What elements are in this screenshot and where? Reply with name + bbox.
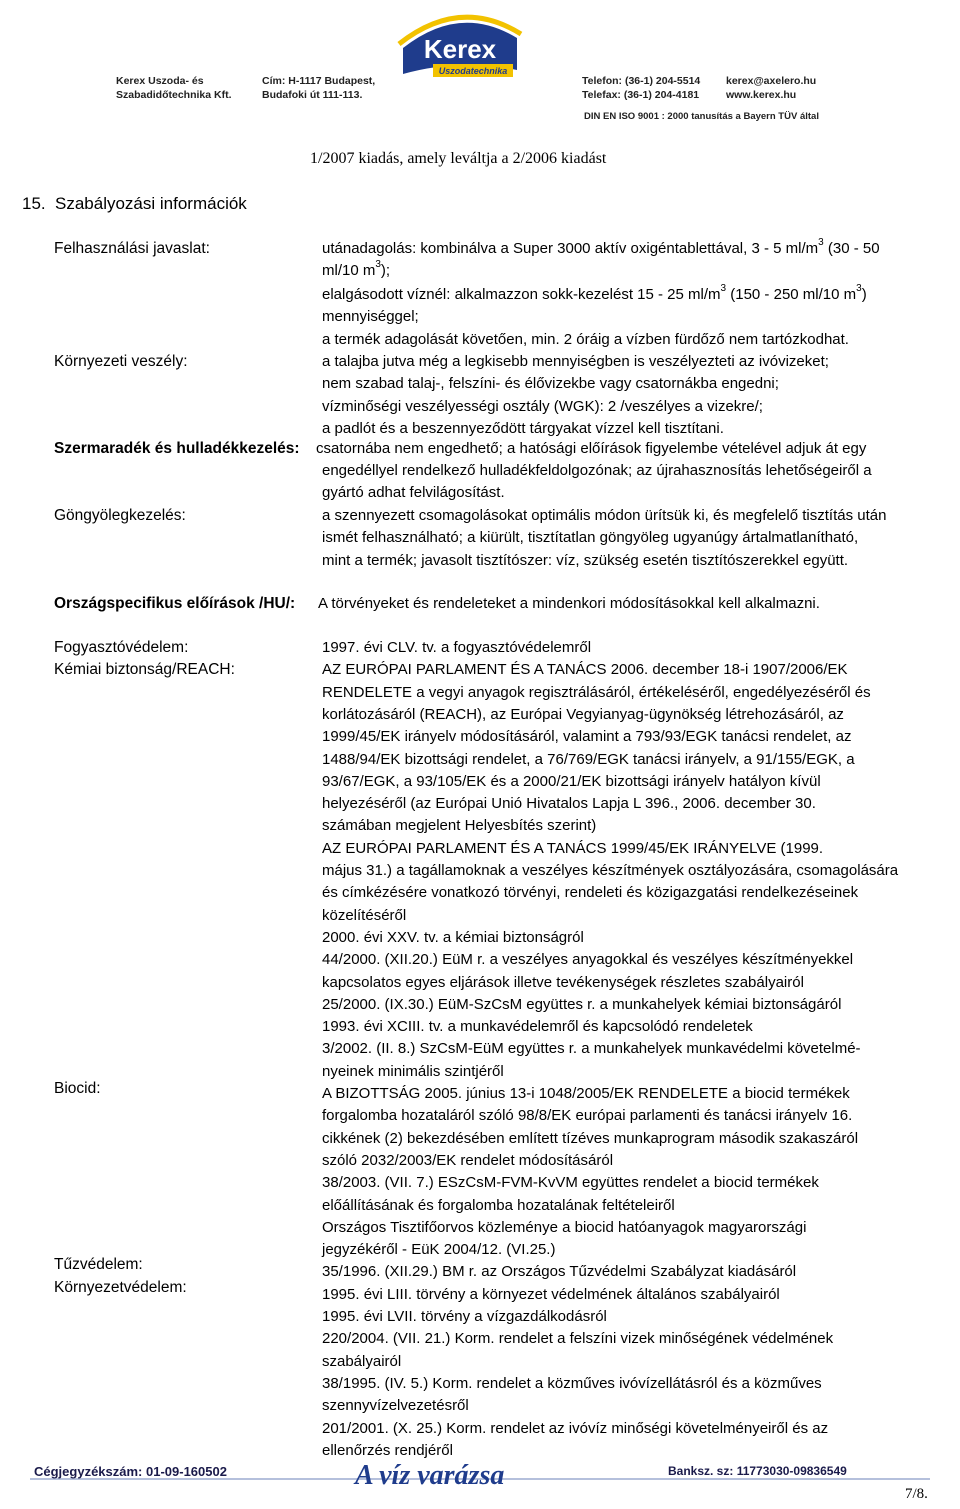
phone-text: Telefon: (36-1) 204-5514 xyxy=(582,75,701,87)
address-line1: Cím: H-1117 Budapest, xyxy=(262,75,376,87)
law-line: szóló 2032/2003/EK rendelet módosításáról xyxy=(322,1152,614,1169)
email-text: kerex@axelero.hu xyxy=(726,75,817,87)
label-tuzvedelem: Tűzvédelem: xyxy=(54,1256,143,1273)
law-line: előállításának és forgalomba hozatalának feltételeiről xyxy=(322,1197,675,1214)
footer-bank: Banksz. sz: 11773030-09836549 xyxy=(668,1464,847,1478)
web-text: www.kerex.hu xyxy=(726,89,797,101)
law-line: 1488/94/EK bizottsági rendelet, a 76/769/EGK tanácsi irányelv, a 91/155/EGK, a xyxy=(322,751,855,768)
law-line: kapcsolatos egyes eljárások illetve tevékenységek részletes szabályairól xyxy=(322,974,804,991)
kornyezeti-line: vízminőségi veszélyességi osztály (WGK): 2 /veszélyes a vizekre/; xyxy=(322,398,763,415)
kerex-logo xyxy=(395,8,525,80)
law-line: 38/1995. (IV. 5.) Korm. rendelet a közműves ivóvízellátásról és a közműves xyxy=(322,1375,822,1392)
felhasznalasi-line5: a termék adagolását követően, min. 2 óráig a vízben fürdőző nem tartózkodhat. xyxy=(322,331,849,348)
logo-text: Kerex xyxy=(423,34,497,64)
label-kornyezeti: Környezeti veszély: xyxy=(54,353,188,370)
law-line: 1997. évi CLV. tv. a fogyasztóvédelemről xyxy=(322,639,592,656)
company-name xyxy=(116,74,232,102)
logo-subtitle: Uszodatechnika xyxy=(438,66,508,76)
szermaradek-line: csatornába nem engedhető; a hatósági előírások figyelembe vételével adjuk át egy xyxy=(316,440,867,457)
label-biocid: Biocid: xyxy=(54,1080,101,1097)
label-orszagspecifikus: Országspecifikus előírások /HU/: xyxy=(54,595,296,612)
label-gongyoleg: Göngyölegkezelés: xyxy=(54,507,186,524)
gongyoleg-line: mint a termék; javasolt tisztítószer: víz, szükség esetén tisztítószerekkel együtt. xyxy=(322,552,849,569)
law-line: helyezéséről (az Európai Unió Hivatalos Lapja L 396., 2006. december 30. xyxy=(322,795,816,812)
law-line: jegyzékéről - EüK 2004/12. (VI.25.) xyxy=(322,1241,556,1258)
szermaradek-line: engedéllyel rendelkező hulladékfeldolgozónak; az újrahasznosítás lehetőségeiről a xyxy=(322,462,872,479)
company-name-line2: Szabadidőtechnika Kft. xyxy=(116,89,232,101)
gongyoleg-line: ismét felhasználható; a kiürült, tisztítatlan göngyöleg ugyanúgy ártalmatlanítható, xyxy=(322,529,859,546)
iso-text: DIN EN ISO 9001 : 2000 tanusítás a Bayern TÜV által xyxy=(584,111,819,122)
felhasznalasi-line4: mennyiséggel; xyxy=(322,308,419,325)
company-name-line1: Kerex Uszoda- és xyxy=(116,75,204,87)
label-szermaradek: Szermaradék és hulladékkezelés: xyxy=(54,440,300,457)
law-line: nyeinek minimális szintjéről xyxy=(322,1063,504,1080)
law-line: A BIZOTTSÁG 2005. június 13-i 1048/2005/EK RENDELETE a biocid termékek xyxy=(322,1085,850,1102)
fax-text: Telefax: (36-1) 204-4181 xyxy=(582,89,700,101)
law-line: forgalomba hozataláról szóló 98/8/EK európai parlamenti és tanácsi irányelv 16. xyxy=(322,1107,853,1124)
company-contacts xyxy=(726,74,816,102)
kornyezeti-line: a padlót és a beszennyeződött tárgyakat vízzel kell tisztítani. xyxy=(322,420,724,437)
law-line: 44/2000. (XII.20.) EüM r. a veszélyes anyagokkal és veszélyes készítményekkel xyxy=(322,951,854,968)
kornyezeti-line: nem szabad talaj-, felszíni- és élővizekbe vagy csatornákba engedni; xyxy=(322,375,779,392)
law-line: számában megjelent Helyesbítés szerint) xyxy=(322,817,597,834)
page-number: 7/8. xyxy=(905,1486,928,1502)
law-line: AZ EURÓPAI PARLAMENT ÉS A TANÁCS 2006. december 18-i 1907/2006/EK xyxy=(322,661,848,678)
label-fogyaszto: Fogyasztóvédelem: xyxy=(54,639,189,656)
law-line: 220/2004. (VII. 21.) Korm. rendelet a felszíni vizek minőségének védelmének xyxy=(322,1330,834,1347)
law-line: RENDELETE a vegyi anyagok regisztrálásáról, értékeléséről, engedélyezéséről és xyxy=(322,684,871,701)
footer-company-reg: Cégjegyzékszám: 01-09-160502 xyxy=(34,1464,227,1479)
law-line: 3/2002. (II. 8.) SzCsM-EüM együttes r. a munkahelyek munkavédelmi követelmé- xyxy=(322,1040,861,1057)
orszagspecifikus-text: A törvényeket és rendeleteket a mindenkori módosításokkal kell alkalmazni. xyxy=(318,595,820,612)
kornyezeti-line: a talajba jutva még a legkisebb mennyiségben is veszélyezteti az ivóvizeket; xyxy=(322,353,829,370)
law-line: 2000. évi XXV. tv. a kémiai biztonságról xyxy=(322,929,584,946)
label-felhasznalasi: Felhasználási javaslat: xyxy=(54,240,210,257)
footer-slogan: A víz varázsa xyxy=(355,1460,505,1491)
section-title: Szabályozási információk xyxy=(55,194,247,213)
law-line: 93/67/EGK, a 93/105/EK és a 2000/21/EK bizottsági irányelv hatályon kívül xyxy=(322,773,821,790)
law-line: 1999/45/EK irányelv módosításáról, valamint a 793/93/EGK tanácsi rendelet, az xyxy=(322,728,852,745)
law-line: 38/2003. (VII. 7.) ESzCsM-FVM-KvVM együttes rendelet a biocid termékek xyxy=(322,1174,819,1191)
felhasznalasi-line2: ml/10 $m^3$); xyxy=(322,259,391,279)
label-kornyezetvedelem: Környezetvédelem: xyxy=(54,1279,187,1296)
edition-text: 1/2007 kiadás, amely leváltja a 2/2006 kiadást xyxy=(310,150,607,167)
felhasznalasi-line3: elalgásodott víznél: alkalmazzon sokk-kezelést 15 - 25 $ml/m^3$ (150 - 250 ml/10 $m^3$) xyxy=(322,283,867,303)
section-number: 15. xyxy=(22,194,46,213)
law-line: cikkének (2) bekezdésében említett tízéves munkaprogram második szakaszáról xyxy=(322,1130,859,1147)
law-line: 201/2001. (X. 25.) Korm. rendelet az ivóvíz minőségi követelményeiről és az xyxy=(322,1420,829,1437)
law-line: 25/2000. (IX.30.) EüM-SzCsM együttes r. a munkahelyek kémiai biztonságáról xyxy=(322,996,842,1013)
company-phones xyxy=(582,74,700,102)
gongyoleg-line: a szennyezett csomagolásokat optimális módon ürítsük ki, és megfelelő tisztítás után xyxy=(322,507,887,524)
law-line: Országos Tisztifőorvos közleménye a biocid hatóanyagok magyarországi xyxy=(322,1219,807,1236)
label-kemiai: Kémiai biztonság/REACH: xyxy=(54,661,235,678)
law-line: szabályairól xyxy=(322,1353,402,1370)
law-line: AZ EURÓPAI PARLAMENT ÉS A TANÁCS 1999/45/EK IRÁNYELVE (1999. xyxy=(322,840,824,857)
company-address xyxy=(262,74,375,102)
law-line: ellenőrzés rendjéről xyxy=(322,1442,453,1459)
law-line: 1995. évi LVII. törvény a vízgazdálkodásról xyxy=(322,1308,607,1325)
law-line: korlátozásáról (REACH), az Európai Vegyianyag-ügynökség létrehozásáról, az xyxy=(322,706,844,723)
law-line: 35/1996. (XII.29.) BM r. az Országos Tűzvédelmi Szabályzat kiadásáról xyxy=(322,1263,797,1280)
szermaradek-line: gyártó adhat felvilágosítást. xyxy=(322,484,505,501)
law-line: és címkézésére vonatkozó törvényi, rendeleti és közigazgatási rendelkezéseinek xyxy=(322,884,859,901)
felhasznalasi-line1: utánadagolás: kombinálva a Super 3000 aktív oxigéntablettával, 3 - 5 $ml/m^3$ (30 - 50 xyxy=(322,237,880,257)
address-line2: Budafoki út 111-113. xyxy=(262,89,363,101)
law-line: közelítéséről xyxy=(322,907,407,924)
law-line: május 31.) a tagállamoknak a veszélyes készítmények osztályozására, csomagolására xyxy=(322,862,899,879)
law-line: 1995. évi LIII. törvény a környezet védelmének általános szabályairól xyxy=(322,1286,780,1303)
law-line: szennyvízelvezetésről xyxy=(322,1397,469,1414)
law-line: 1993. évi XCIII. tv. a munkavédelemről és kapcsolódó rendeletek xyxy=(322,1018,753,1035)
